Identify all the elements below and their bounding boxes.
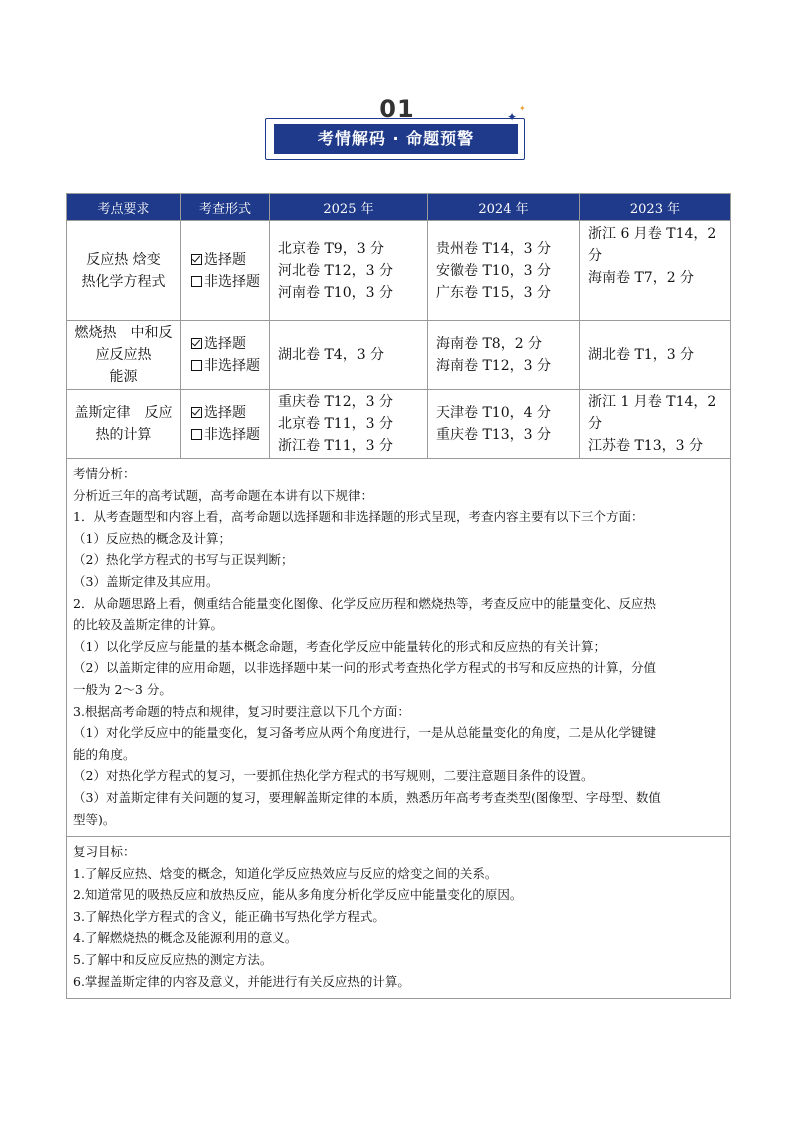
analysis-line: （1）反应热的概念及计算； xyxy=(73,530,231,546)
analysis-line: （2）以盖斯定律的应用命题，以非选择题中某一问的形式考查热化学方程式的书写和反应热的计算，分值 xyxy=(73,660,656,676)
analysis-line: 的比较及盖斯定律的计算。 xyxy=(73,617,224,633)
goal-item: 4.了解燃烧热的概念及能源利用的意义。 xyxy=(73,930,298,946)
goal-item: 5.了解中和反应反应热的测定方法。 xyxy=(73,952,273,968)
point-cell: 盖斯定律 反应 热的计算 xyxy=(67,390,181,459)
form-cell: 选择题 非选择题 xyxy=(181,221,270,321)
analysis-line: 能的角度。 xyxy=(73,746,136,762)
goals-title: 复习目标： xyxy=(73,844,136,860)
cell-2023: 湖北卷 T1，3 分 xyxy=(580,321,731,390)
cell-2024: 天津卷 T10，4 分 重庆卷 T13，3 分 xyxy=(428,390,580,459)
banner-title: 考情解码 · 命题预警 xyxy=(274,124,518,154)
analysis-line: （2）对热化学方程式的复习，一要抓住热化学方程式的书写规则，二要注意题目条件的设置。 xyxy=(73,768,594,784)
analysis-line: 型等)。 xyxy=(73,811,116,827)
goal-item: 2.知道常见的吸热反应和放热反应，能从多角度分析化学反应中能量变化的原因。 xyxy=(73,887,523,903)
goal-item: 3.了解热化学方程式的含义，能正确书写热化学方程式。 xyxy=(73,908,385,924)
form-cell: 选择题 非选择题 xyxy=(181,321,270,390)
header-2025: 2025 年 xyxy=(270,194,428,221)
analysis-cell xyxy=(67,459,731,837)
cell-2023: 浙江 6 月卷 T14，2 分 海南卷 T7，2 分 xyxy=(580,221,731,321)
analysis-line: （1）以化学反应与能量的基本概念命题，考查化学反应中能量转化的形式和反应热的有关计算； xyxy=(73,638,606,654)
cell-2025: 重庆卷 T12，3 分 北京卷 T11，3 分 浙江卷 T11，3 分 xyxy=(270,390,428,459)
table-header-row xyxy=(67,194,731,221)
point-cell: 反应热 焓变 热化学方程式 xyxy=(67,221,181,321)
analysis-title: 考情分析： xyxy=(73,466,136,481)
form-cell: 选择题 非选择题 xyxy=(181,390,270,459)
checked-box-icon xyxy=(191,338,202,349)
sparkle-small-icon: ✦ xyxy=(519,104,526,113)
section-number: 01 xyxy=(379,95,415,123)
analysis-row xyxy=(67,459,731,837)
checked-box-icon xyxy=(191,407,202,418)
header-point: 考点要求 xyxy=(67,194,181,221)
cell-2025: 北京卷 T9，3 分 河北卷 T12，3 分 河南卷 T10，3 分 xyxy=(270,221,428,321)
unchecked-box-icon xyxy=(191,429,202,440)
analysis-line: 1．从考查题型和内容上看，高考命题以选择题和非选择题的形式呈现，考查内容主要有以下三个方面： xyxy=(73,509,644,525)
analysis-line: 2．从命题思路上看，侧重结合能量变化图像、化学反应历程和燃烧热等，考查反应中的能量变化、反应热 xyxy=(73,595,656,611)
analysis-line: 分析近三年的高考试题，高考命题在本讲有以下规律： xyxy=(73,487,374,503)
header-2024: 2024 年 xyxy=(428,194,580,221)
analysis-line: （3）对盖斯定律有关问题的复习，要理解盖斯定律的本质，熟悉历年高考考查类型(图像型、字母型、数值 xyxy=(73,789,661,805)
unchecked-box-icon xyxy=(191,276,202,287)
analysis-line: 3.根据高考命题的特点和规律，复习时要注意以下几个方面： xyxy=(73,703,410,719)
header-form: 考查形式 xyxy=(181,194,270,221)
analysis-line: （2）热化学方程式的书写与正误判断； xyxy=(73,552,294,568)
checked-box-icon xyxy=(191,254,202,265)
goals-cell xyxy=(67,837,731,999)
cell-2024: 贵州卷 T14，3 分 安徽卷 T10，3 分 广东卷 T15，3 分 xyxy=(428,221,580,321)
analysis-line: （1）对化学反应中的能量变化，复习备考应从两个角度进行，一是从总能量变化的角度，二是从化学键键 xyxy=(73,725,656,741)
goal-item: 6.掌握盖斯定律的内容及意义，并能进行有关反应热的计算。 xyxy=(73,973,410,989)
section-header xyxy=(265,96,529,166)
cell-2025: 湖北卷 T4，3 分 xyxy=(270,321,428,390)
analysis-line: 一般为 2～3 分。 xyxy=(73,681,172,697)
table-row xyxy=(67,221,731,321)
goals-row xyxy=(67,837,731,999)
unchecked-box-icon xyxy=(191,360,202,371)
sparkle-icon: ✦ xyxy=(507,110,518,124)
cell-2023: 浙江 1 月卷 T14，2 分 江苏卷 T13，3 分 xyxy=(580,390,731,459)
goal-item: 1.了解反应热、焓变的概念，知道化学反应热效应与反应的焓变之间的关系。 xyxy=(73,865,498,881)
analysis-line: （3）盖斯定律及其应用。 xyxy=(73,573,219,589)
table-row xyxy=(67,390,731,459)
table-row xyxy=(67,321,731,390)
cell-2024: 海南卷 T8，2 分 海南卷 T12，3 分 xyxy=(428,321,580,390)
exam-analysis-table xyxy=(66,193,731,999)
header-2023: 2023 年 xyxy=(580,194,731,221)
point-cell: 燃烧热 中和反 应反应热 能源 xyxy=(67,321,181,390)
